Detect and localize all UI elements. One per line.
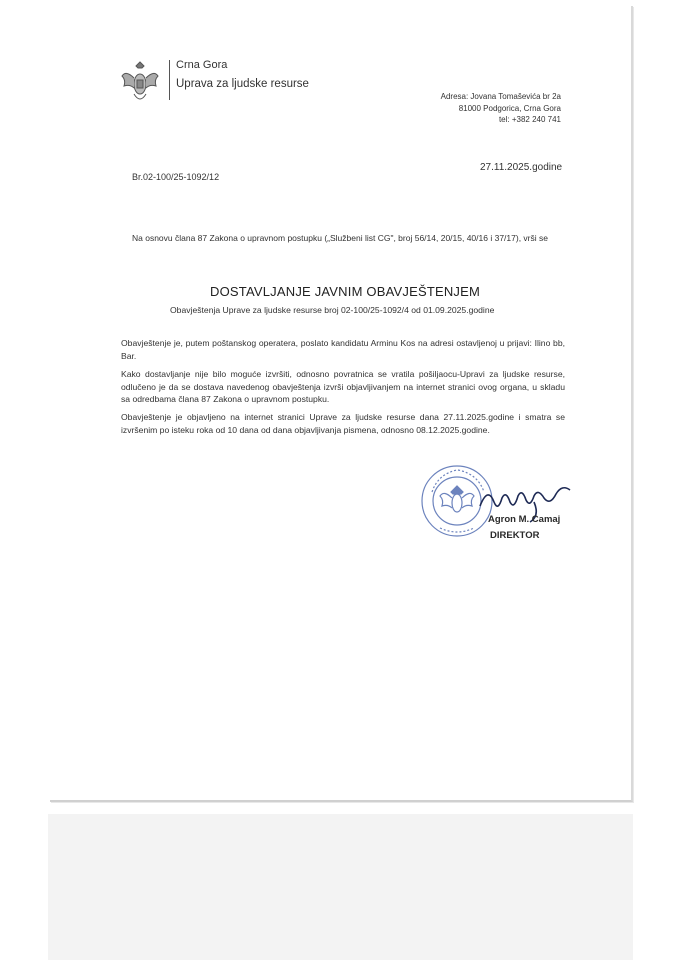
page-background-area — [48, 814, 633, 960]
institution-name: Uprava za ljudske resurse — [176, 78, 309, 90]
address-phone: tel: +382 240 741 — [498, 115, 561, 124]
body-paragraph: Obavještenje je, putem poštanskog operatera, poslato kandidatu Arminu Kos na adresi ostavljenoj u prijavi: Ilino bb, Bar. — [121, 338, 565, 361]
header-divider — [169, 60, 170, 100]
legal-basis: Na osnovu člana 87 Zakona o upravnom postupku („Službeni list CG", broj 56/14, 20/15, 40/16 i 37/17), vrši se — [132, 233, 548, 243]
document-title: DOSTAVLJANJE JAVNIM OBAVJEŠTENJEM — [210, 284, 481, 299]
document-date: 27.11.2025.godine — [480, 162, 563, 173]
signatory-name: Agron M. Camaj — [488, 514, 561, 525]
country-name: Crna Gora — [176, 59, 228, 71]
document-subtitle: Obavještenja Uprave za ljudske resurse broj 02-100/25-1092/4 od 01.09.2025.godine — [170, 305, 495, 315]
body-paragraph: Kako dostavljanje nije bilo moguće izvršiti, odnosno povratnica se vratila pošiljaocu-Upravi za ljudske resurse, odlučeno je da se dostava navedenog obavještenja izvrši objavljivanjem na internet stranici ovog organa, u skladu sa odredbama člana 87 Zakona o upravnom postupku. — [121, 369, 565, 404]
reference-number: Br.02-100/25-1092/12 — [132, 172, 220, 182]
address-line: Adresa: Jovana Tomaševića br 2a — [440, 92, 561, 101]
signatory-title: DIREKTOR — [490, 530, 540, 541]
coat-of-arms-icon — [120, 60, 160, 106]
address-city: 81000 Podgorica, Crna Gora — [458, 104, 561, 113]
body-paragraph: Obavještenje je objavljeno na internet stranici Uprave za ljudske resurse dana 27.11.2025.godine i smatra se izvršenim po isteku roka od 10 dana od dana objavljivanja pismena, odnosno 08.12.2025.godine. — [121, 412, 565, 435]
